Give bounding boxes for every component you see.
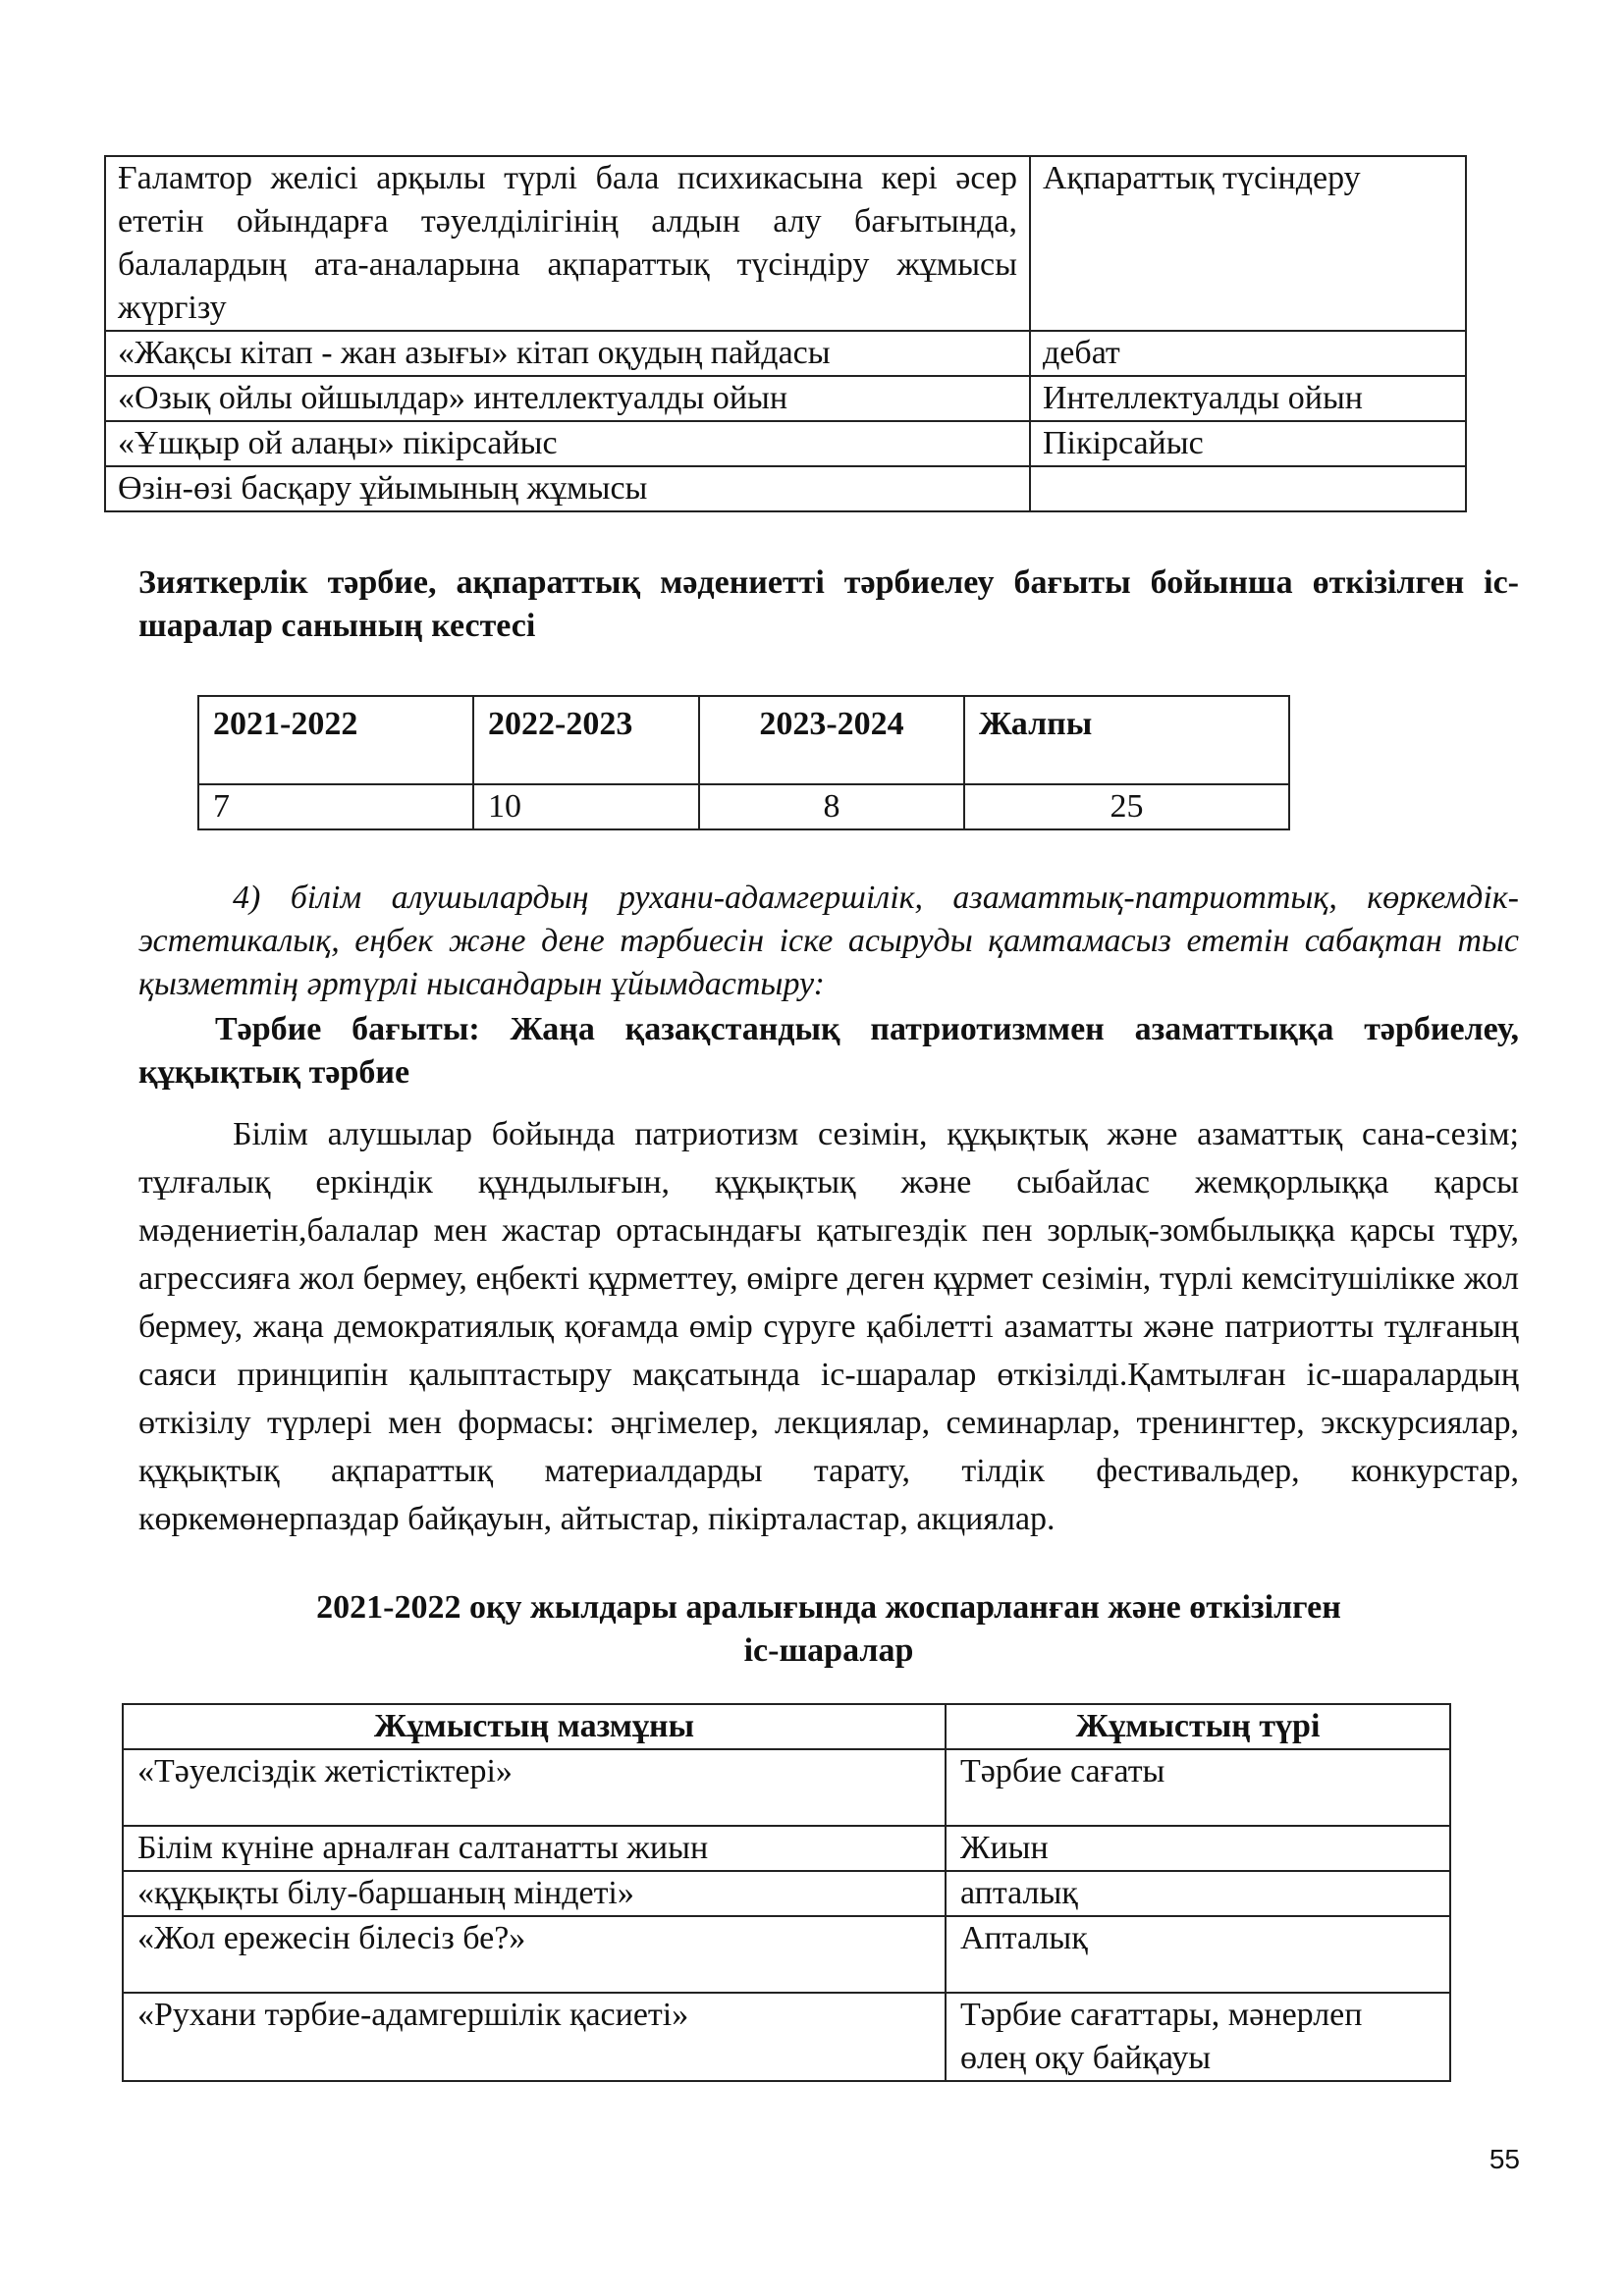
table-cell-content: «Озық ойлы ойшылдар» интеллектуалды ойын	[105, 376, 1030, 421]
table-row	[198, 784, 1289, 829]
column-header-content: Жұмыстың мазмұны	[123, 1704, 946, 1749]
events-count-table	[197, 695, 1290, 830]
table-cell-content: «Жақсы кітап - жан азығы» кітап оқудың пайдасы	[105, 331, 1030, 376]
table-header-row	[198, 696, 1289, 784]
table-row	[105, 466, 1466, 511]
table-row	[105, 156, 1466, 331]
table-row	[123, 1749, 1450, 1826]
year-value: 7	[198, 784, 473, 829]
table-row	[105, 331, 1466, 376]
table-cell-type: Ақпараттық түсіндеру	[1030, 156, 1466, 331]
table-cell-content: «Рухани тәрбие-адамгершілік қасиеті»	[123, 1993, 946, 2081]
direction-heading: Тәрбие бағыты: Жаңа қазақстандық патриотизммен азаматтыққа тәрбиелеу, құқықтық тәрбие	[138, 1011, 1519, 1091]
total-header: Жалпы	[964, 696, 1289, 784]
table-cell-type: Интеллектуалды ойын	[1030, 376, 1466, 421]
table-cell-type: дебат	[1030, 331, 1466, 376]
activities-table-1	[104, 155, 1467, 512]
column-header-type: Жұмыстың түрі	[946, 1704, 1450, 1749]
table-cell-type	[1030, 466, 1466, 511]
table-title-line: 2021-2022 оқу жылдары аралығында жоспарланған және өткізілген	[316, 1589, 1341, 1626]
table-row	[123, 1871, 1450, 1916]
total-value: 25	[964, 784, 1289, 829]
table-cell-type: Пікірсайыс	[1030, 421, 1466, 466]
table-cell-type: Жиын	[946, 1826, 1450, 1871]
table-cell-content: Өзін-өзі басқару ұйымының жұмысы	[105, 466, 1030, 511]
table-row	[123, 1826, 1450, 1871]
table-row	[105, 421, 1466, 466]
year-header: 2023-2024	[699, 696, 964, 784]
body-paragraph: Білім алушылар бойында патриотизм сезімін, құқықтық және азаматтық сана-сезім; тұлғалық еркіндік құндылығын, құқықтық және сыбайлас жемқорлыққа қарсы мәдениетін,балалар мен жастар ортасындағы қатыгездік пен зорлық-зомбылыққа қарсы тұру, агрессияға жол бермеу, еңбекті құрметтеу, өмірге деген құрмет сезімін, түрлі кемсітушілікке жол бермеу, жаңа демократиялық қоғамда өмір сүруге қабілетті азаматты және патриотты тұлғаның саяси принципін қалыптастыру мақсатында іс-шаралар өткізілді.Қамтылған іс-шаралардың өткізілу түрлері мен формасы: әңгімелер, лекциялар, семинарлар, тренингтер, экскурсиялар, құқықтық ақпараттық материалдарды тарату, тілдік фестивальдер, конкурстар, көркемөнерпаздар байқауын, айтыстар, пікірталастар, акциялар.	[138, 1116, 1519, 1537]
table-row	[105, 376, 1466, 421]
table-title	[138, 1586, 1519, 1673]
list-item-4: 4) білім алушылардың рухани-адамгершілік, азаматтық-патриоттық, көркемдік-эстетикалық, еңбек және дене тәрбиесін іске асыруды қамтамасыз ететін сабақтан тыс қызметтің әртүрлі нысандарын ұйымдастыру:	[138, 880, 1519, 1002]
table-cell-content: «Тәуелсіздік жетістіктері»	[123, 1749, 946, 1826]
table-cell-content: «Ұшқыр ой алаңы» пікірсайыс	[105, 421, 1030, 466]
table-cell-content: Ғаламтор желісі арқылы түрлі бала психикасына кері әсер ететін ойындарға тәуелділігінің алдын алу бағытында, балалардың ата-аналарына ақпараттық түсіндіру жұмысы жүргізу	[105, 156, 1030, 331]
table-header-row	[123, 1704, 1450, 1749]
year-header: 2021-2022	[198, 696, 473, 784]
table-cell-content: «Жол ережесін білесіз бе?»	[123, 1916, 946, 1993]
table-title-line: іс-шаралар	[743, 1632, 914, 1669]
table-cell-content: Білім күніне арналған салтанатты жиын	[123, 1826, 946, 1871]
table-row	[123, 1916, 1450, 1993]
section-heading: Зияткерлік тәрбие, ақпараттық мәдениетті тәрбиелеу бағыты бойынша өткізілген іс-шаралар санының кестесі	[138, 564, 1519, 644]
table-cell-type: Апталық	[946, 1916, 1450, 1993]
year-header: 2022-2023	[473, 696, 699, 784]
year-value: 8	[699, 784, 964, 829]
page-number: 55	[1489, 2144, 1520, 2174]
table-row	[123, 1993, 1450, 2081]
table-cell-type: апталық	[946, 1871, 1450, 1916]
year-value: 10	[473, 784, 699, 829]
table-cell-content: «құқықты білу-баршаның міндеті»	[123, 1871, 946, 1916]
table-cell-type: Тәрбие сағаты	[946, 1749, 1450, 1826]
planned-events-table	[122, 1703, 1451, 2082]
table-cell-type: Тәрбие сағаттары, мәнерлеп өлең оқу байқауы	[946, 1993, 1450, 2081]
